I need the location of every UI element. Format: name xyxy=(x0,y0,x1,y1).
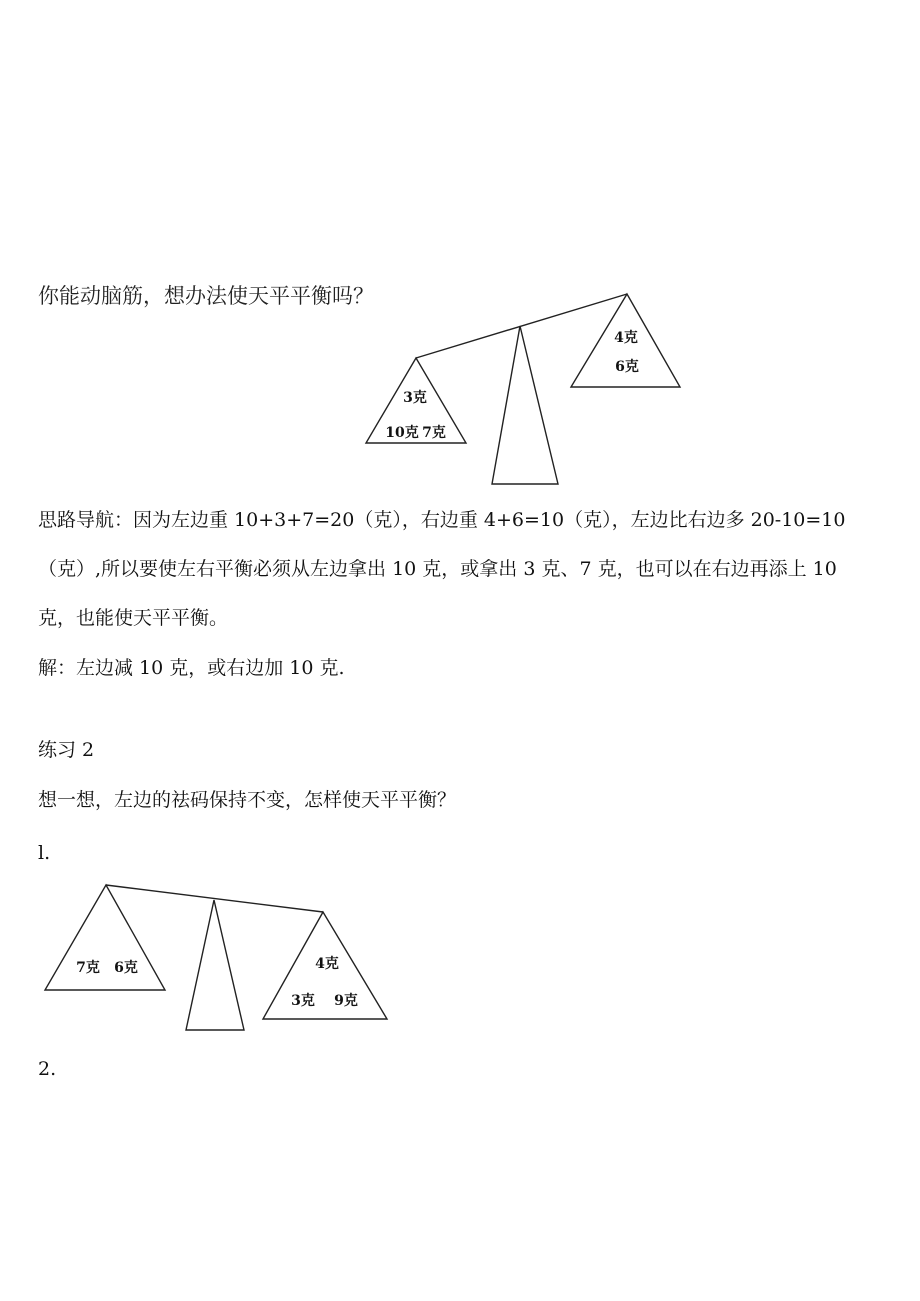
left-pan-triangle xyxy=(45,885,165,990)
scale-fulcrum xyxy=(492,326,558,484)
exercise-item-label: 2. xyxy=(38,1058,57,1080)
analysis-line: 思路导航：因为左边重 10+3+7=20（克），右边重 4+6=10（克），左边比右边多 20-10=10 xyxy=(38,509,846,531)
scale-fulcrum xyxy=(186,900,244,1030)
weight-label: 4克 xyxy=(315,956,339,972)
balance-scale-figure-2 xyxy=(0,875,920,1045)
analysis-line: 克，也能使天平平衡。 xyxy=(38,607,229,629)
weight-label: 4克 xyxy=(614,330,638,346)
exercise-title: 练习 2 xyxy=(38,739,95,761)
weight-label: 3克 xyxy=(403,390,427,406)
weight-label: 10克 xyxy=(385,425,419,441)
exercise-prompt: 想一想，左边的祛码保持不变，怎样使天平平衡？ xyxy=(38,789,457,811)
question-heading: 你能动脑筋，想办法使天平平衡吗？ xyxy=(38,284,374,308)
weight-label: 6克 xyxy=(114,960,138,976)
exercise-item-label: l. xyxy=(38,842,51,864)
weight-label: 7克 xyxy=(422,425,446,441)
weight-label: 3克 xyxy=(291,993,315,1009)
scale-beam xyxy=(416,294,627,358)
balance-scale-figure-1 xyxy=(0,285,920,495)
analysis-line: （克）,所以要使左右平衡必须从左边拿出 10 克，或拿出 3 克、7 克，也可以在右边再添上 10 xyxy=(38,558,837,580)
solution-text: 解：左边减 10 克，或右边加 10 克. xyxy=(38,657,345,679)
weight-label: 9克 xyxy=(334,993,358,1009)
weight-label: 7克 xyxy=(76,960,100,976)
weight-label: 6克 xyxy=(615,359,639,375)
scale-beam xyxy=(106,885,323,912)
